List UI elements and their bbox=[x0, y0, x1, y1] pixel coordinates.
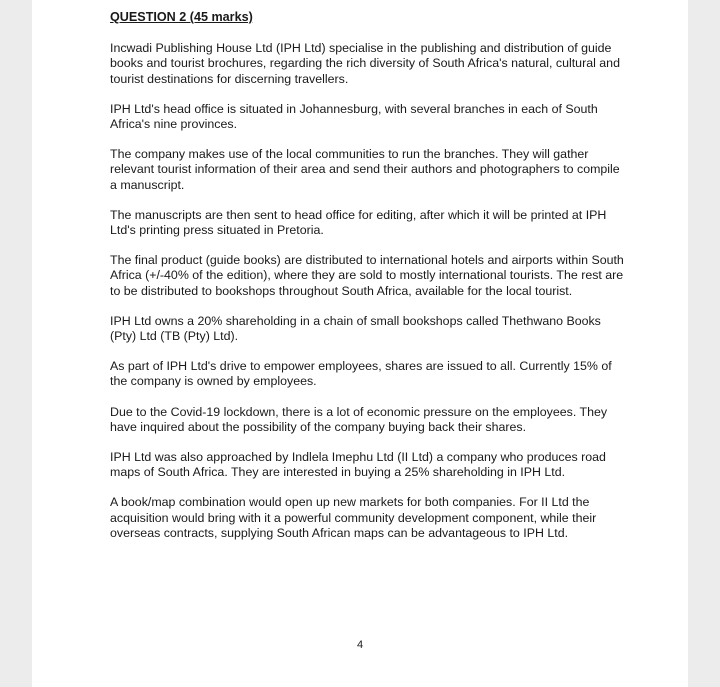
page-number: 4 bbox=[356, 639, 364, 651]
paragraph-ii-ltd-approach: IPH Ltd was also approached by Indlela Imephu Ltd (II Ltd) a company who produces road maps of South Africa. They are interested in buying a 25% shareholding in IPH Ltd. bbox=[110, 450, 606, 480]
document-content bbox=[110, 10, 630, 556]
paragraph-shareholding: IPH Ltd owns a 20% shareholding in a chain of small bookshops called Thethwano Books (Pty) Ltd (TB (Pty) Ltd). bbox=[110, 313, 601, 344]
paragraph-head-office: IPH Ltd's head office is situated in Johannesburg, with several branches in each of South Africa's nine provinces. bbox=[110, 101, 598, 132]
document-page bbox=[32, 0, 688, 687]
paragraph-manuscripts: The manuscripts are then sent to head office for editing, after which it will be printed at IPH Ltd's printing press situated in Pretoria. bbox=[110, 207, 607, 238]
paragraph-covid-buyback: Due to the Covid-19 lockdown, there is a lot of economic pressure on the employees. They have inquired about the possibility of the company buying back their shares. bbox=[110, 404, 608, 434]
paragraph-employee-shares: As part of IPH Ltd's drive to empower employees, shares are issued to all. Currently 15% of the company is owned by employees. bbox=[110, 359, 612, 389]
paragraph-book-map-combination: A book/map combination would open up new markets for both companies. For II Ltd the acquisition would bring with it a powerful community development component, while their overseas contracts, supplying South African maps can be advantageous to IPH Ltd. bbox=[110, 495, 597, 540]
question-heading: QUESTION 2 (45 marks) bbox=[110, 10, 253, 24]
paragraph-local-communities: The company makes use of the local communities to run the branches. They will gather relevant tourist information of their area and send their authors and photographers to compile a manuscript. bbox=[110, 147, 620, 192]
paragraph-distribution: The final product (guide books) are distributed to international hotels and airports within South Africa (+/-40% of the edition), where they are sold to mostly international tourists. The rest are to be distributed to bookshops throughout South Africa, available for the local tourist. bbox=[110, 253, 624, 298]
paragraph-company-intro: Incwadi Publishing House Ltd (IPH Ltd) specialise in the publishing and distribution of guide books and tourist brochures, regarding the rich diversity of South Africa's natural, cultural and tourist destinations for discerning travellers. bbox=[110, 41, 620, 86]
